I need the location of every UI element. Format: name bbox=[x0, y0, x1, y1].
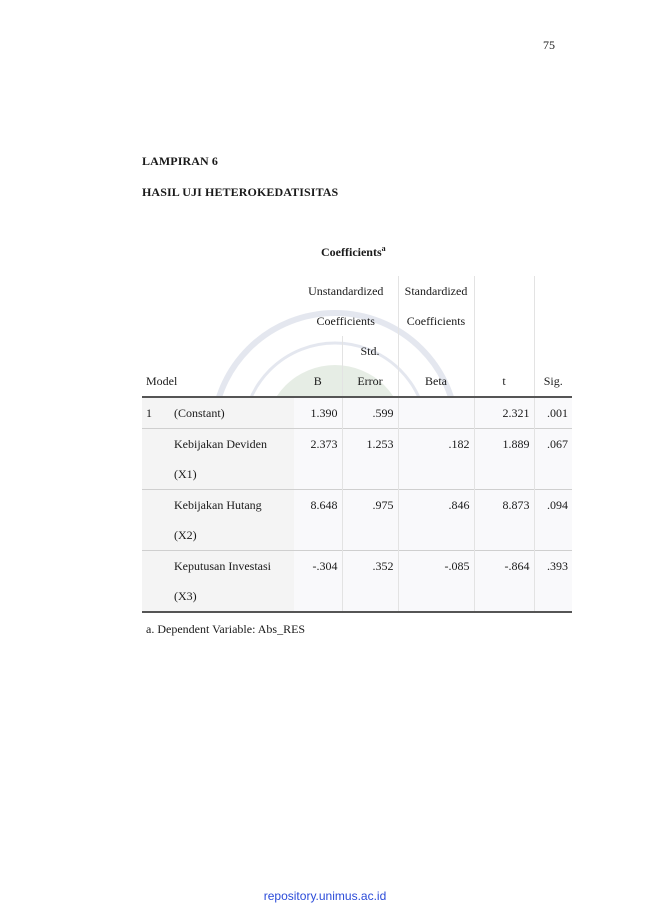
coefficients-table bbox=[142, 276, 572, 613]
row-label: Kebijakan Deviden (X1) bbox=[170, 429, 294, 490]
table-row bbox=[142, 429, 572, 490]
col-sig: Sig. bbox=[534, 366, 572, 397]
cell-std-error: .352 bbox=[342, 551, 398, 613]
col-beta: Beta bbox=[398, 366, 474, 397]
col-model: Model bbox=[142, 366, 294, 397]
cell-b: 1.390 bbox=[294, 397, 342, 429]
header-row-1 bbox=[142, 276, 572, 306]
cell-std-error: .599 bbox=[342, 397, 398, 429]
row-label: Keputusan Investasi (X3) bbox=[170, 551, 294, 613]
table-row bbox=[142, 490, 572, 551]
repository-footer-link[interactable]: repository.unimus.ac.id bbox=[263, 889, 387, 903]
header-standardized: Standardized bbox=[398, 276, 474, 306]
cell-t: 1.889 bbox=[474, 429, 534, 490]
cell-beta: .182 bbox=[398, 429, 474, 490]
cell-b: 8.648 bbox=[294, 490, 342, 551]
cell-sig: .393 bbox=[534, 551, 572, 613]
table-title: Coefficients$^a$ bbox=[321, 244, 386, 259]
page-subheading: HASIL UJI HETEROKEDATISITAS bbox=[142, 185, 339, 199]
header-std: Std. bbox=[342, 336, 398, 366]
cell-sig: .067 bbox=[534, 429, 572, 490]
row-label: (Constant) bbox=[170, 397, 294, 429]
cell-std-error: 1.253 bbox=[342, 429, 398, 490]
header-unstandardized: Unstandardized bbox=[294, 276, 398, 306]
header-row-3 bbox=[142, 336, 572, 366]
cell-b: -.304 bbox=[294, 551, 342, 613]
cell-beta: -.085 bbox=[398, 551, 474, 613]
cell-t: 2.321 bbox=[474, 397, 534, 429]
header-unstandardized-coef: Coefficients bbox=[294, 306, 398, 336]
table-row bbox=[142, 551, 572, 613]
header-row-4 bbox=[142, 366, 572, 397]
row-label: Kebijakan Hutang (X2) bbox=[170, 490, 294, 551]
cell-t: 8.873 bbox=[474, 490, 534, 551]
cell-t: -.864 bbox=[474, 551, 534, 613]
model-number: 1 bbox=[142, 397, 170, 429]
cell-sig: .094 bbox=[534, 490, 572, 551]
table-row bbox=[142, 397, 572, 429]
col-t: t bbox=[474, 366, 534, 397]
col-std-error: Error bbox=[342, 366, 398, 397]
cell-b: 2.373 bbox=[294, 429, 342, 490]
col-b: B bbox=[294, 366, 342, 397]
page-heading: LAMPIRAN 6 bbox=[142, 154, 218, 168]
table-footnote: a. Dependent Variable: Abs_RES bbox=[146, 622, 306, 636]
cell-sig: .001 bbox=[534, 397, 572, 429]
header-row-2 bbox=[142, 306, 572, 336]
cell-beta: .846 bbox=[398, 490, 474, 551]
cell-beta bbox=[398, 397, 474, 429]
cell-std-error: .975 bbox=[342, 490, 398, 551]
header-standardized-coef: Coefficients bbox=[398, 306, 474, 336]
page-number: 75 bbox=[543, 38, 555, 52]
